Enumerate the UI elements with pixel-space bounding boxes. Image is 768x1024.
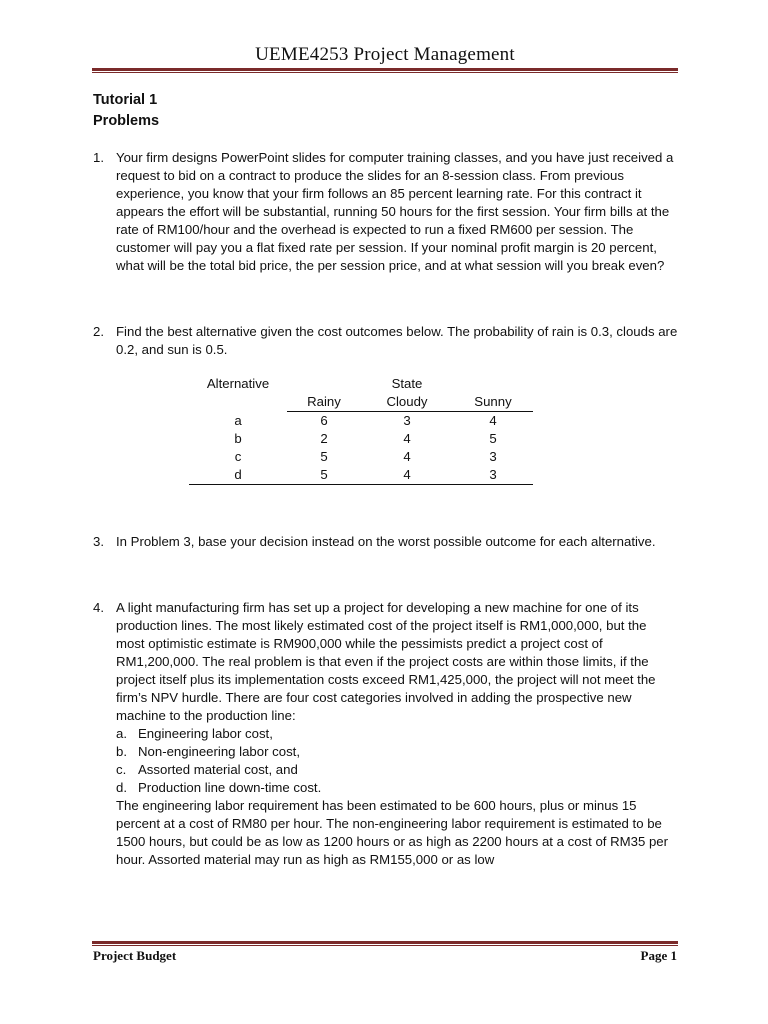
table-header-row [189,375,533,393]
table-cell: 4 [489,413,497,428]
problem-2 [93,323,678,359]
table-row [189,412,533,431]
list-item [93,761,678,779]
tutorial-subtitle: Problems [93,113,160,129]
cost-outcome-table [189,375,533,485]
table-cell-alternative: b [234,431,242,446]
table-cell: 4 [403,431,411,446]
list-item [93,743,678,761]
footer-section-title: Project Budget [93,948,177,963]
table-cell: 3 [489,449,497,464]
table-cell: 4 [361,466,453,485]
problem-text: In Problem 3, base your decision instead on the worst possible outcome for each alternative. [116,534,656,549]
header-rule [92,68,678,73]
list-item-text: Assorted material cost, and [138,762,298,777]
table-header-state-name: Cloudy [361,393,453,412]
table-header-state-name: Rainy [287,393,361,412]
list-item-letter: a. [116,726,127,741]
list-item-letter: c. [116,762,127,777]
table-header-state-name: Sunny [453,393,533,412]
table-cell: 3 [453,466,533,485]
problem-number: 1. [93,150,104,165]
table-row [189,430,533,448]
problem-number: 3. [93,534,104,549]
problem-text: The engineering labor requirement has been estimated to be 600 hours, plus or minus 15 percent at a cost of RM80 per hour. The non-engineering labor requirement is estimated to be 1500 hours, but could be as low as 1200 hours or as high as 2200 hours at a cost of RM35 per hour. Assorted material may run as high as RM155,000 or as low [116,798,669,867]
list-item-letter: d. [116,780,127,795]
list-item-text: Engineering labor cost, [138,726,273,741]
footer-rule [92,941,678,946]
list-item-text: Production line down-time cost. [138,780,322,795]
table-cell: 3 [403,413,411,428]
table-cell: 4 [403,449,411,464]
tutorial-title: Tutorial 1 [93,92,158,108]
problem-3 [93,533,678,551]
table-cell: 5 [320,449,328,464]
table-cell: 6 [320,413,328,428]
table-header-state: State [391,376,423,391]
list-item [93,725,678,743]
page-header-title: UEME4253 Project Management [255,44,515,65]
cost-category-list [93,725,678,797]
problem-number: 4. [93,600,104,615]
problem-4 [93,599,678,725]
table-cell-alternative: a [234,412,242,428]
table-cell: 5 [489,431,497,446]
document-body [93,90,678,869]
footer-page-number: Page 1 [640,948,677,963]
problem-text: Your firm designs PowerPoint slides for computer training classes, and you have just received a request to bid on a contract to produce the slides for an 8-session class. From previous experience, you know that your firm follows an 85 percent learning rate. For this contract it appears the effort will be substantial, running 50 hours for the first session. Your firm bills at the rate of RM100/hour and the overhead is expected to run a fixed RM600 per session. The customer will pay you a flat fixed rate per session. If your nominal profit margin is 20 percent, what will be the total bid price, the per session price, and at what session will you break even? [116,150,674,273]
table-subheader-row [189,393,533,412]
table-row [189,448,533,466]
problem-1 [93,149,678,275]
problem-text: Find the best alternative given the cost outcomes below. The probability of rain is 0.3, clouds are 0.2, and sun is 0.5. [116,324,678,357]
table-header-alternative: Alternative [206,376,270,391]
table-row [189,466,533,485]
problem-text: A light manufacturing firm has set up a project for developing a new machine for one of its production lines. The most likely estimated cost of the project itself is RM1,000,000, but the most optimistic estimate is RM900,000 while the pessimists predict a project cost of RM1,200,000. The real problem is that even if the project costs are within those limits, if the project itself plus its implementation costs exceed RM1,425,000, the project will not meet the firm’s NPV hurdle. There are four cost categories involved in adding the prospective new machine to the production line: [116,600,656,723]
problem-number: 2. [93,324,104,339]
table-cell: 5 [287,466,361,485]
list-item-letter: b. [116,744,127,759]
table-cell-alternative: c [234,449,242,464]
list-item-text: Non-engineering labor cost, [138,744,301,759]
list-item [93,779,678,797]
table-cell-alternative: d [189,466,287,485]
problem-4-continuation [93,797,678,869]
table-cell: 2 [320,431,328,446]
page-footer [93,948,677,964]
